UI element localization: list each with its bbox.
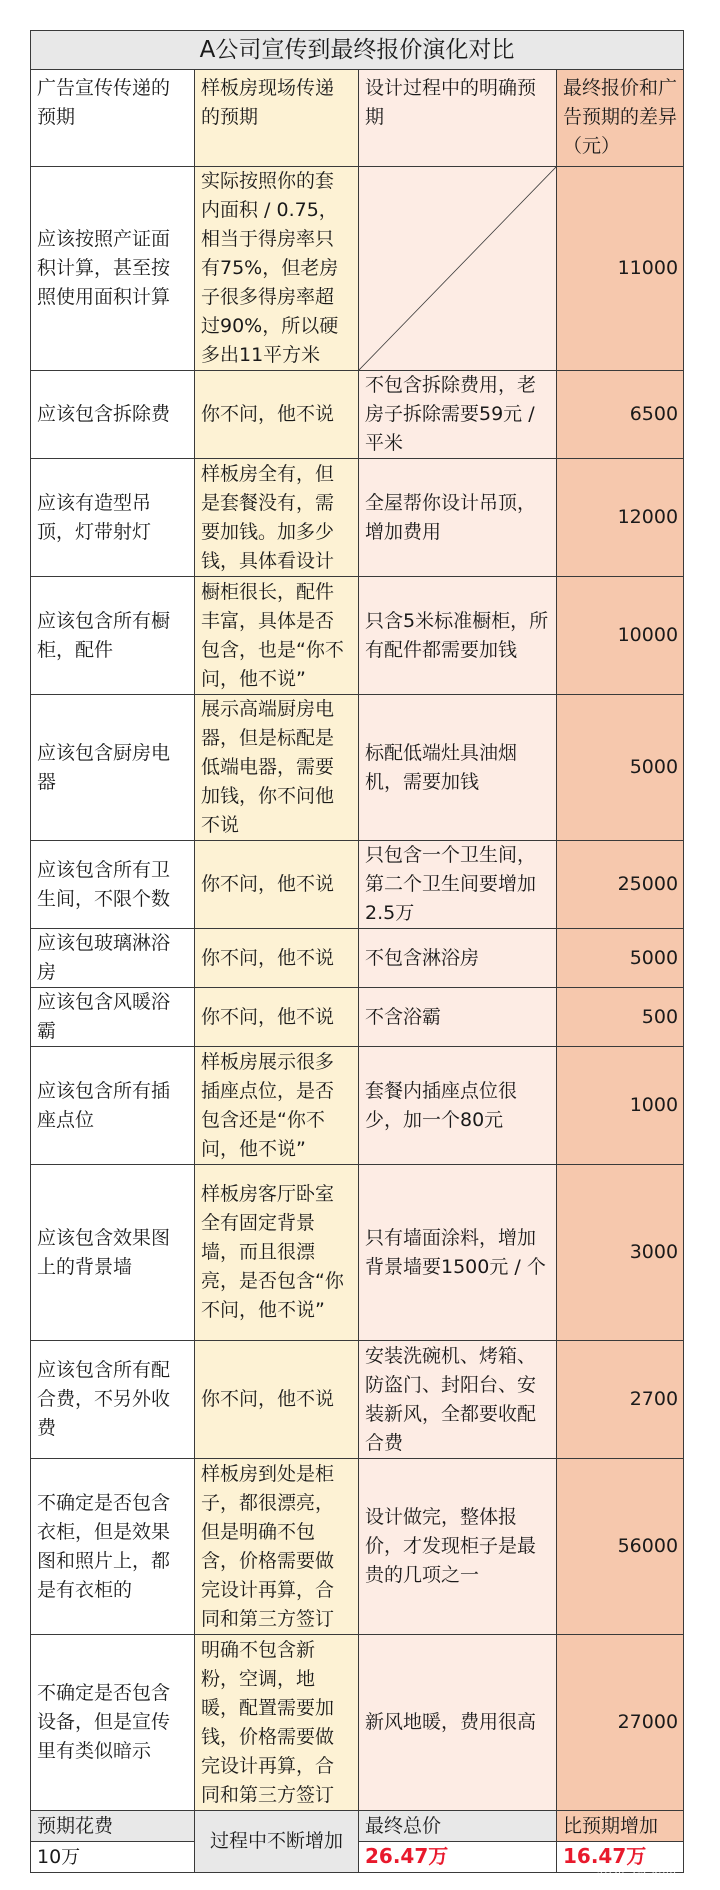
- ad-expectation-cell: 应该包含所有卫生间，不限个数: [31, 841, 195, 929]
- table-row: [31, 1165, 684, 1341]
- ad-expectation-cell: 应该包含拆除费: [31, 371, 195, 459]
- design-expectation-cell: 不包含拆除费用，老房子拆除需要59元 / 平米: [359, 371, 557, 459]
- header-ad-expectation: 广告宣传传递的预期: [31, 70, 195, 167]
- showroom-expectation-cell: 样板房客厅卧室全有固定背景墙，而且很漂亮，是否包含“你不问，他不说”: [195, 1165, 359, 1341]
- price-difference-cell: 2700: [557, 1341, 684, 1459]
- table-row: [31, 577, 684, 695]
- showroom-expectation-cell: 你不问，他不说: [195, 1341, 359, 1459]
- ad-expectation-cell: 应该包含效果图上的背景墙: [31, 1165, 195, 1341]
- expected-cost-label: 预期花费: [31, 1811, 195, 1842]
- design-expectation-cell: 新风地暖，费用很高: [359, 1635, 557, 1811]
- price-difference-cell: 11000: [557, 167, 684, 371]
- table-row: [31, 167, 684, 371]
- table-title: A公司宣传到最终报价演化对比: [31, 31, 684, 70]
- price-difference-cell: 10000: [557, 577, 684, 695]
- table-row: [31, 1459, 684, 1635]
- price-difference-cell: 27000: [557, 1635, 684, 1811]
- table-row: [31, 371, 684, 459]
- showroom-expectation-cell: 展示高端厨房电器，但是标配是低端电器，需要加钱，你不问他不说: [195, 695, 359, 841]
- price-difference-cell: 3000: [557, 1165, 684, 1341]
- title-row: [31, 31, 684, 70]
- design-expectation-cell: 只含5米标准橱柜，所有配件都需要加钱: [359, 577, 557, 695]
- price-difference-cell: 12000: [557, 459, 684, 577]
- ad-expectation-cell: 应该包含所有插座点位: [31, 1047, 195, 1165]
- showroom-expectation-cell: 样板房展示很多插座点位，是否包含还是“你不问，他不说”: [195, 1047, 359, 1165]
- final-total-label: 最终总价: [359, 1811, 557, 1842]
- table-row: [31, 459, 684, 577]
- comparison-table: [30, 30, 684, 1873]
- expected-cost-value: 10万: [31, 1842, 195, 1873]
- price-difference-cell: 5000: [557, 695, 684, 841]
- design-expectation-cell: 安装洗碗机、烤箱、防盗门、封阳台、安装新风，全都要收配合费: [359, 1341, 557, 1459]
- header-showroom-expectation: 样板房现场传递的预期: [195, 70, 359, 167]
- design-expectation-cell: 设计做完，整体报价，才发现柜子是最贵的几项之一: [359, 1459, 557, 1635]
- ad-expectation-cell: 应该有造型吊顶，灯带射灯: [31, 459, 195, 577]
- ad-expectation-cell: 不确定是否包含设备，但是宣传里有类似暗示: [31, 1635, 195, 1811]
- ad-expectation-cell: 应该包含所有橱柜，配件: [31, 577, 195, 695]
- ad-expectation-cell: 应该按照产证面积计算，甚至按照使用面积计算: [31, 167, 195, 371]
- price-difference-cell: 5000: [557, 929, 684, 988]
- showroom-expectation-cell: 你不问，他不说: [195, 841, 359, 929]
- showroom-expectation-cell: 样板房到处是柜子，都很漂亮，但是明确不包含，价格需要做完设计再算，合同和第三方签订: [195, 1459, 359, 1635]
- table-row: [31, 1341, 684, 1459]
- design-expectation-cell: 只包含一个卫生间，第二个卫生间要增加2.5万: [359, 841, 557, 929]
- price-difference-cell: 56000: [557, 1459, 684, 1635]
- increase-label: 比预期增加: [557, 1811, 684, 1842]
- price-difference-cell: 6500: [557, 371, 684, 459]
- price-difference-cell: 500: [557, 988, 684, 1047]
- price-difference-cell: 25000: [557, 841, 684, 929]
- showroom-expectation-cell: 你不问，他不说: [195, 371, 359, 459]
- ad-expectation-cell: 应该包含风暖浴霸: [31, 988, 195, 1047]
- design-expectation-cell: 标配低端灶具油烟机，需要加钱: [359, 695, 557, 841]
- header-price-difference: 最终报价和广告预期的差异（元）: [557, 70, 684, 167]
- increase-value: 16.47万: [563, 1844, 647, 1868]
- diagonal-slash: [359, 167, 556, 370]
- final-total-value: 26.47万: [365, 1844, 449, 1868]
- design-expectation-cell: 套餐内插座点位很少，加一个80元: [359, 1047, 557, 1165]
- table-row: [31, 1047, 684, 1165]
- design-expectation-cell: 只有墙面涂料，增加背景墙要1500元 / 个: [359, 1165, 557, 1341]
- table-body: [31, 167, 684, 1811]
- ad-expectation-cell: 应该包含所有配合费，不另外收费: [31, 1341, 195, 1459]
- showroom-expectation-cell: 橱柜很长，配件丰富，具体是否包含，也是“你不问，他不说”: [195, 577, 359, 695]
- price-difference-cell: 1000: [557, 1047, 684, 1165]
- ad-expectation-cell: 不确定是否包含衣柜，但是效果图和照片上，都是有衣柜的: [31, 1459, 195, 1635]
- design-expectation-cell: [359, 167, 557, 371]
- showroom-expectation-cell: 明确不包含新粉，空调，地暖，配置需要加钱，价格需要做完设计再算，合同和第三方签订: [195, 1635, 359, 1811]
- process-note: 过程中不断增加: [195, 1811, 359, 1873]
- ad-expectation-cell: 应该包玻璃淋浴房: [31, 929, 195, 988]
- watermark-text: 知乎 @老曲: [597, 1866, 677, 1884]
- ad-expectation-cell: 应该包含厨房电器: [31, 695, 195, 841]
- table-row: [31, 695, 684, 841]
- table-row: [31, 1635, 684, 1811]
- header-row: [31, 70, 684, 167]
- showroom-expectation-cell: 样板房全有，但是套餐没有，需要加钱。加多少钱，具体看设计: [195, 459, 359, 577]
- table-row: [31, 988, 684, 1047]
- footer-row-1: [31, 1811, 684, 1842]
- design-expectation-cell: 全屋帮你设计吊顶，增加费用: [359, 459, 557, 577]
- showroom-expectation-cell: 实际按照你的套内面积 / 0.75，相当于得房率只有75%，但老房子很多得房率超过90%，所以硬多出11平方米: [195, 167, 359, 371]
- table-row: [31, 841, 684, 929]
- showroom-expectation-cell: 你不问，他不说: [195, 929, 359, 988]
- header-design-expectation: 设计过程中的明确预期: [359, 70, 557, 167]
- design-expectation-cell: 不含浴霸: [359, 988, 557, 1047]
- design-expectation-cell: 不包含淋浴房: [359, 929, 557, 988]
- table-row: [31, 929, 684, 988]
- showroom-expectation-cell: 你不问，他不说: [195, 988, 359, 1047]
